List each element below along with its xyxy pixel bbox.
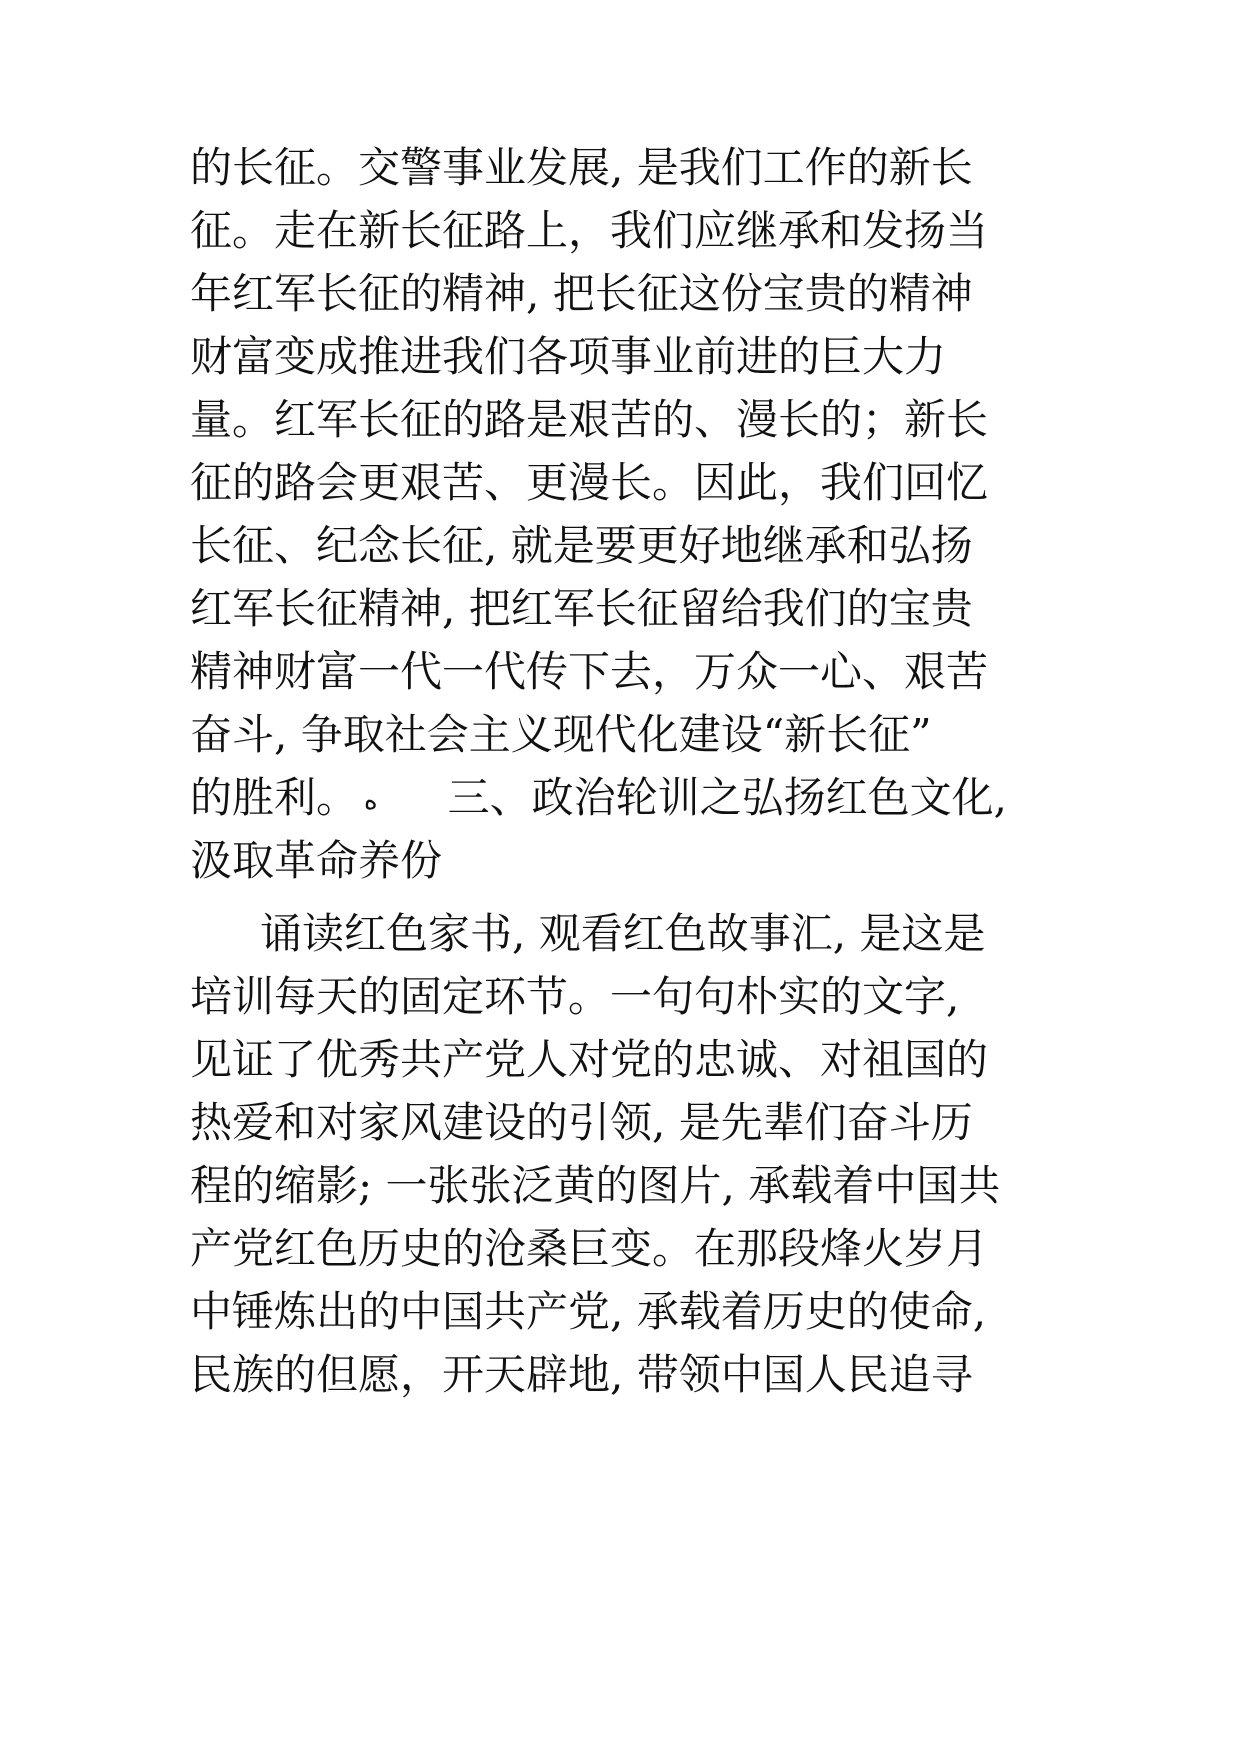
paragraph-line: 程的缩影; 一张张泛黄的图片, 承载着中国共 [190, 1161, 1001, 1210]
text-line: 征的路会更艰苦、更漫长。因此，我们回忆 [190, 458, 989, 507]
text-line: 量。红军长征的路是艰苦的、漫长的；新长 [190, 395, 989, 444]
text-line: 精神财富一代一代传下去，万众一心、艰苦 [190, 647, 989, 696]
text-line-with-heading [190, 768, 1007, 828]
paragraph-line: 培训每天的固定环节。一句句朴实的文字, [190, 972, 960, 1021]
stray-mark: ه [364, 786, 378, 816]
text-line: 征。走在新长征路上，我们应继承和发扬当 [190, 206, 989, 255]
section-heading: 三、政治轮训之弘扬红色文化, [447, 773, 1007, 822]
paragraph-line: 民族的但愿，开天辟地, 带领中国人民追寻 [190, 1350, 973, 1399]
text-line: 奋斗, 争取社会主义现代化建设“新长征” [190, 710, 932, 759]
text-line: 年红军长征的精神, 把长征这份宝贵的精神 [190, 269, 973, 318]
paragraph-line: 中锤炼出的中国共产党, 承载着历史的使命, [190, 1287, 987, 1336]
section-heading-continued: 汲取革命养份 [190, 836, 443, 885]
paragraph-line: 产党红色历史的沧桑巨变。在那段烽火岁月 [190, 1224, 989, 1273]
text-line: 红军长征精神, 把红军长征留给我们的宝贵 [190, 584, 973, 633]
paragraph-line: 见证了优秀共产党人对党的忠诚、对祖国的 [190, 1035, 989, 1084]
text-line: 长征、纪念长征, 就是要更好地继承和弘扬 [190, 521, 973, 570]
paragraph-line: 热爱和对家风建设的引领, 是先辈们奋斗历 [190, 1098, 973, 1147]
text-line: 的长征。交警事业发展, 是我们工作的新长 [190, 143, 973, 192]
paragraph-line: 诵读红色家书, 观看红色故事汇, 是这是 [260, 909, 986, 958]
text-line: 财富变成推进我们各项事业前进的巨大力 [190, 332, 947, 381]
paragraph-end-text: 的胜利。 [190, 773, 359, 822]
